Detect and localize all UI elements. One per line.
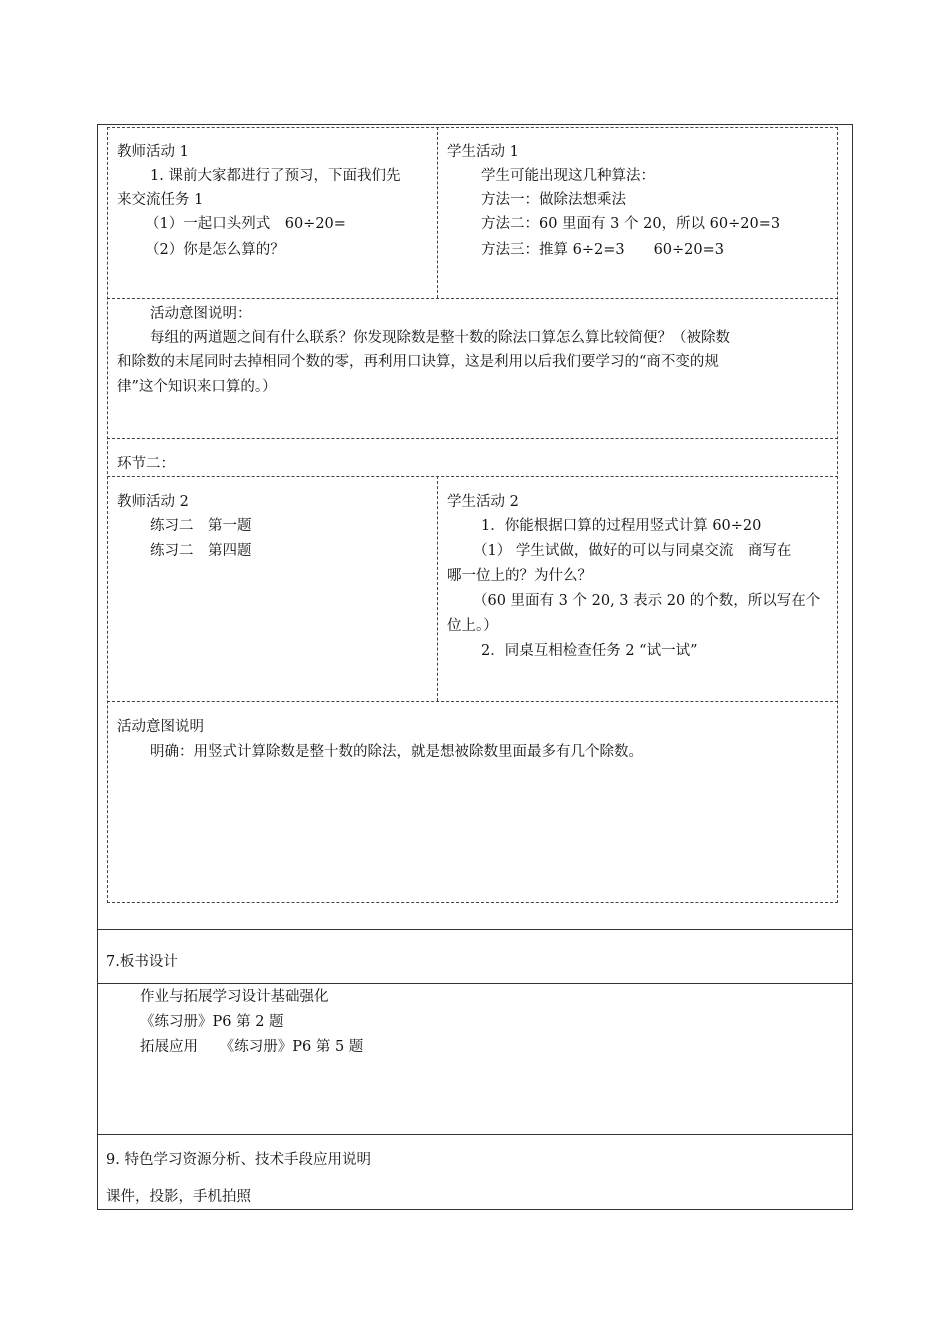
teacher-activity1-line2: 来交流任务 1 xyxy=(117,192,204,208)
teacher-activity2-title: 教师活动 2 xyxy=(117,494,189,510)
resources-top-line xyxy=(97,1134,853,1135)
student-activity2-title: 学生活动 2 xyxy=(447,494,519,510)
student-activity2-line6: 2．同桌互相检查任务 2 “试一试” xyxy=(481,643,698,659)
teacher-activity1-title: 教师活动 1 xyxy=(117,144,189,160)
teacher-activity2-line1: 练习二 第一题 xyxy=(150,518,252,534)
teacher-activity2-line2: 练习二 第四题 xyxy=(150,543,252,559)
intent2-line1: 明确：用竖式计算除数是整十数的除法，就是想被除数里面最多有几个除数。 xyxy=(150,744,643,760)
student-activity1-line3: 方法二：60 里面有 3 个 20，所以 60÷20=3 xyxy=(481,216,781,232)
teacher-activity1-line3: （1）一起口头列式 60÷20= xyxy=(145,216,346,232)
section2-bottom-line xyxy=(107,476,838,477)
student-activity1-line2: 方法一：做除法想乘法 xyxy=(481,192,626,208)
student-activity1-line1: 学生可能出现这几种算法： xyxy=(481,168,655,184)
board-title-bottom-line xyxy=(97,983,853,984)
resources-title: 9. 特色学习资源分析、技术手段应用说明 xyxy=(106,1152,371,1168)
section2-title: 环节二： xyxy=(117,456,175,472)
intent2-title: 活动意图说明 xyxy=(117,719,204,735)
activity2-bottom-line xyxy=(107,701,838,702)
intent1-line1: 每组的两道题之间有什么联系？你发现除数是整十数的除法口算怎么算比较简便？（被除数 xyxy=(150,330,730,346)
activity1-divider xyxy=(437,127,438,298)
resources-line1: 课件，投影，手机拍照 xyxy=(106,1189,251,1205)
student-activity2-line2: （1） 学生试做，做好的可以与同桌交流 商写在 xyxy=(473,543,792,559)
student-activity1-title: 学生活动 1 xyxy=(447,144,519,160)
board-line2: 《练习册》P6 第 2 题 xyxy=(140,1014,284,1030)
table-left-line xyxy=(97,929,98,1210)
intent1-bottom-line xyxy=(107,438,838,439)
table-bottom-line xyxy=(97,1209,853,1210)
board-section-top-line xyxy=(97,929,853,930)
student-activity2-line3: 哪一位上的？为什么？ xyxy=(447,568,592,584)
student-activity2-line1: 1．你能根据口算的过程用竖式计算 60÷20 xyxy=(481,518,762,534)
activity2-divider xyxy=(437,476,438,701)
intent1-title: 活动意图说明： xyxy=(150,306,252,322)
board-line3: 拓展应用 《练习册》P6 第 5 题 xyxy=(140,1039,364,1055)
activity1-bottom-line xyxy=(107,298,838,299)
student-activity1-line4: 方法三：推算 6÷2=3 60÷20=3 xyxy=(481,242,725,258)
table-right-line xyxy=(852,929,853,1210)
board-line1: 作业与拓展学习设计基础强化 xyxy=(140,989,329,1005)
intent1-line2: 和除数的末尾同时去掉相同个数的零，再利用口诀算，这是利用以后我们要学习的“商不变的规 xyxy=(117,354,719,370)
teacher-activity1-line1: 1. 课前大家都进行了预习，下面我们先 xyxy=(150,168,401,184)
teacher-activity1-line4: （2）你是怎么算的？ xyxy=(145,242,285,258)
board-title: 7.板书设计 xyxy=(106,954,178,970)
student-activity2-line4: （60 里面有 3 个 20, 3 表示 20 的个数，所以写在个 xyxy=(473,593,821,609)
student-activity2-line5: 位上。） xyxy=(447,618,498,634)
intent1-line3: 律”这个知识来口算的。） xyxy=(117,379,277,395)
